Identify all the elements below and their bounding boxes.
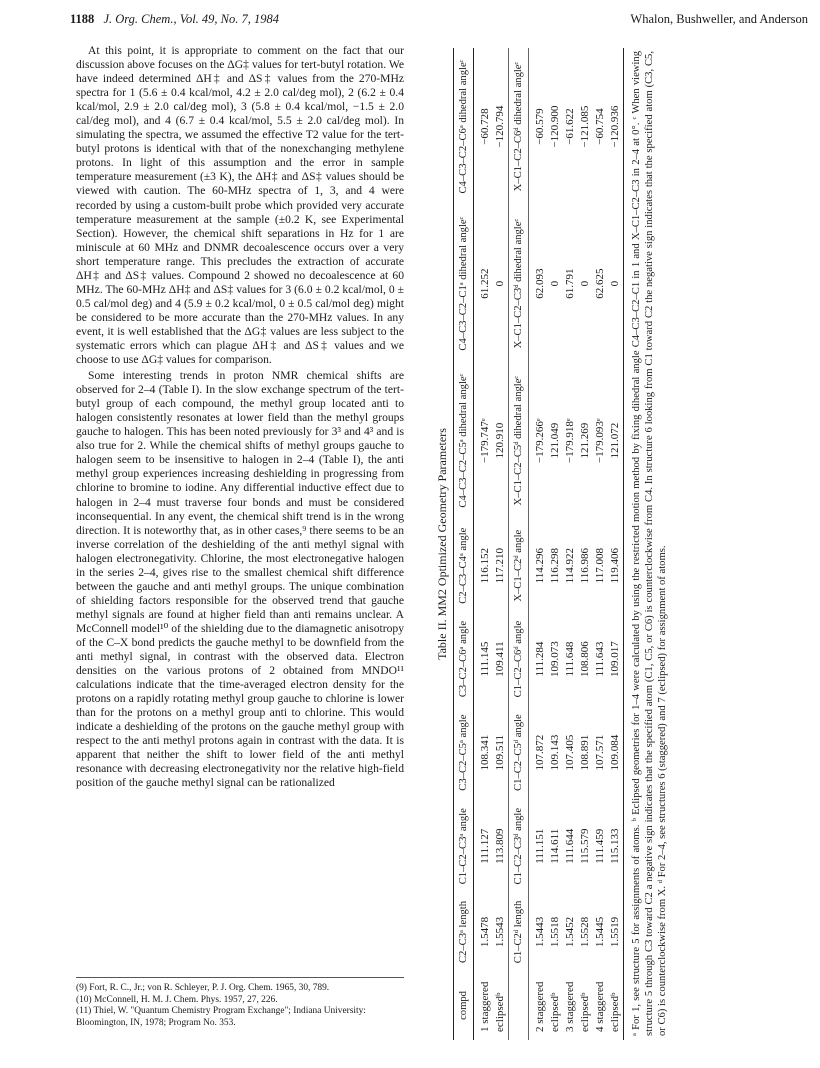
table-cell: −179.918ᵉ — [564, 418, 576, 464]
table-row — [474, 48, 494, 1040]
col-header: X–C1–C2–C3ᵈ dihedral angleᶜ — [509, 205, 529, 362]
table-cell: −60.579 — [534, 108, 546, 145]
table-header-row — [454, 48, 474, 1040]
col-header: C4–C3–C2–C5ᵃ dihedral angleᶜ — [454, 362, 474, 519]
table-cell: 1.5445 — [594, 916, 606, 948]
col-header: X–C1–C2–C6ᵈ dihedral angleᶜ — [509, 48, 529, 205]
table-cell: 111.145 — [479, 641, 491, 677]
table-cell: 115.579 — [579, 828, 591, 864]
table-cell: 116.152 — [479, 548, 491, 584]
table-row — [593, 48, 608, 1040]
table-cell: 2 staggered — [534, 981, 546, 1032]
table-row — [493, 48, 509, 1040]
table-cell: −179.747ᵉ — [479, 418, 491, 464]
col-header: C2–C3–C4ᵃ angle — [454, 519, 474, 612]
table-cell: 109.511 — [494, 734, 506, 771]
table-cell: 114.296 — [534, 548, 546, 584]
col-header: X–C1–C2–C5ᵈ dihedral angleᶜ — [509, 362, 529, 519]
col-header: C4–C3–C2–C6ᵃ dihedral angleᶜ — [454, 48, 474, 205]
table-cell: 117.008 — [594, 548, 606, 584]
page-number: 1188 — [70, 12, 95, 26]
col-header: C1–C2ᵈ length — [509, 893, 529, 971]
table-cell: 4 staggered — [594, 981, 606, 1032]
footnote: (10) McConnell, H. M. J. Chem. Phys. 1957, 27, 226. — [76, 994, 278, 1005]
authors: Whalon, Bushweller, and Anderson — [630, 12, 808, 26]
body-text — [76, 44, 404, 962]
table-cell: 108.341 — [479, 734, 491, 771]
footnotes — [76, 977, 404, 1029]
table-cell: 1 staggered — [479, 981, 491, 1032]
table-cell: −179.266ᵉ — [534, 418, 546, 464]
col-header: C3–C2–C5ᵃ angle — [454, 706, 474, 800]
table-cell: 0 — [494, 280, 506, 287]
table-cell: 111.459 — [594, 828, 606, 864]
table-cell: 109.411 — [494, 641, 506, 677]
col-header: compd — [454, 971, 474, 1040]
footnote: (11) Thiel, W. "Quantum Chemistry Program Exchange"; Indiana University: Bloomington, IN, 1978; Program No. 353. — [76, 1006, 366, 1028]
table-row — [563, 48, 578, 1040]
table-cell: 121.049 — [549, 422, 561, 459]
table-row — [529, 48, 549, 1040]
table-row — [578, 48, 593, 1040]
table-cell: −60.754 — [594, 108, 606, 145]
table-cell: 111.127 — [479, 828, 491, 864]
table-cell: 1.5519 — [608, 893, 624, 971]
table-cell: 1.5543 — [494, 916, 506, 948]
table-cell: 0 — [608, 205, 624, 362]
table-cell: eclipsedᵇ — [608, 971, 624, 1040]
table-cell: 114.611 — [549, 828, 561, 864]
table-cell: 107.405 — [564, 734, 576, 771]
table-cell: −120.794 — [494, 105, 506, 148]
col-header — [509, 971, 529, 1040]
table-cell: 109.017 — [608, 612, 624, 706]
running-header — [70, 12, 808, 32]
paragraph: At this point, it is appropriate to comment on the fact that our discussion above focuses on the ΔG‡ values for tert-butyl rotation. We have indeed determined ΔH‡ and ΔS‡ values from the 270-MHz spectra for 1 (5.6 ± 0.4 kcal/mol, 4.2 ± 2.0 cal/deg mol), 2 (6.2 ± 0.4 kcal/mol, 2.9 ± 2.0 cal/deg mol), 3 (5.8 ± 0.4 kcal/mol, −1.5 ± 2.0 cal/deg mol), and 4 (6.7 ± 0.4 kcal/mol, 5.5 ± 2.0 cal/deg mol). In simulating the spectra, we assumed the effective T2 value for the tert-butyl protons is identical with that of the nonexchanging methylene protons. In light of this assumption and the error in sample temperature measurement (±3 K), the ΔH‡ and ΔS‡ values should be viewed with caution. The 60-MHz spectra of 1, 3, and 4 were recorded by using a custom-built probe which provided very accurate temperature measurement at the sample (±0.2 K, see Experimental Section). However, the chemical shift separations in Hz for 1 are miniscule at 60 MHz and DNMR decoalescence occurs over a very short temperature range. This precludes the extraction of accurate ΔH‡ and ΔS‡ values. Compound 2 showed no decoalescence at 60 MHz. The 60-MHz ΔH‡ and ΔS‡ values for 3 (6.0 ± 0.2 kcal/mol, 0 ± 0.5 cal/mol deg) and 4 (5.9 ± 0.2 kcal/mol, 0 ± 0.5 cal/mol deg) might be considered to be more accurate than the 270-MHz values. In any event, it is well established that the ΔG‡ values are less subject to the systematic errors which can plague ΔH‡ and ΔS‡ values and we choose to use ΔG‡ values for comparison. — [76, 44, 404, 367]
table-cell: 109.084 — [608, 706, 624, 800]
table-cell: 119.406 — [608, 519, 624, 612]
table-row — [608, 48, 624, 1040]
table-cell: −60.728 — [479, 108, 491, 145]
col-header: C1–C2–C5ᵈ angle — [509, 706, 529, 800]
table-cell: eclipsedᵇ — [549, 992, 561, 1032]
footnote: (9) Fort, R. C., Jr.; von R. Schleyer, P. J. Org. Chem. 1965, 30, 789. — [76, 983, 330, 993]
table-cell: 111.648 — [564, 641, 576, 677]
table-cell: 108.806 — [579, 641, 591, 677]
col-header: C1–C2–C3ᵈ angle — [509, 799, 529, 893]
table-footnotes: ᵃ For 1, see structure 5 for assignments of atoms. ᵇ Eclipsed geometries for 1–4 were calculated by using the restricted motion method by fixing dihedral angle C4–C3–C2–C1 in 1 and X–C1–C2–C3 in 2–4 at 0°. ᶜ When viewing structure 5 through C3 toward C2 a negative sign indicates that the specified atom (C1, C5, or C6) is counterclockwise from C4. In structure 6 looking from C1 toward C2 the negative sign indicates that the specified atom (C3, C5, or C6) is counterclockwise from X. ᵈ For 2–4, see structures 6 (staggered) and 7 (eclipsed) for assignment of atoms. — [631, 51, 668, 1036]
table-cell: −121.085 — [579, 105, 591, 148]
table-cell: 111.643 — [594, 641, 606, 677]
col-header: C4–C3–C2–C1ᵃ dihedral angleᶜ — [454, 205, 474, 362]
table-cell: 115.133 — [608, 799, 624, 893]
table-cell: 1.5452 — [564, 916, 576, 948]
table-cell: 121.269 — [579, 422, 591, 459]
table-caption: Table II. MM2 Optimized Geometry Parameters — [435, 428, 449, 660]
table-cell: 121.072 — [608, 362, 624, 519]
journal-citation: J. Org. Chem., Vol. 49, No. 7, 1984 — [103, 12, 280, 26]
table-cell: 107.872 — [534, 734, 546, 771]
table-cell: 116.986 — [579, 548, 591, 584]
table-cell: 114.922 — [564, 548, 576, 584]
table-cell: 62.625 — [594, 268, 606, 299]
table-cell: 62.093 — [534, 268, 546, 299]
col-header: C1–C2–C6ᵈ angle — [509, 612, 529, 706]
table-cell: 109.143 — [549, 734, 561, 771]
table-cell: 1.5443 — [534, 916, 546, 948]
table-cell: 113.809 — [494, 828, 506, 864]
col-header: C3–C2–C6ᵃ angle — [454, 612, 474, 706]
rotated-table-area — [430, 44, 815, 1044]
table-cell: 1.5518 — [549, 916, 561, 948]
table-cell: 0 — [549, 280, 561, 287]
table-cell: 117.210 — [494, 548, 506, 584]
geometry-table — [453, 48, 624, 1040]
col-header: C1–C2–C3ᵃ angle — [454, 799, 474, 893]
table-cell: −120.900 — [549, 105, 561, 148]
table-cell: −179.093ᵉ — [594, 418, 606, 464]
table-cell: 120.910 — [494, 422, 506, 459]
table-row — [548, 48, 563, 1040]
table-cell: 111.644 — [564, 828, 576, 864]
body-column — [76, 44, 404, 962]
table-cell: 111.151 — [534, 828, 546, 864]
table-cell: 108.891 — [579, 734, 591, 771]
table-cell: 111.284 — [534, 641, 546, 677]
table-cell: 109.073 — [549, 641, 561, 677]
table-cell: 1.5478 — [479, 916, 491, 948]
table-cell: 1.5528 — [579, 916, 591, 948]
table-cell: −120.936 — [608, 48, 624, 205]
col-header: C2–C3ᵃ length — [454, 893, 474, 971]
table-cell: 107.571 — [594, 734, 606, 771]
table-cell: 0 — [579, 280, 591, 287]
table-cell: 3 staggered — [564, 981, 576, 1032]
table-cell: eclipsedᵇ — [494, 992, 506, 1032]
table-cell: eclipsedᵇ — [579, 992, 591, 1032]
paragraph: Some interesting trends in proton NMR chemical shifts are observed for 2–4 (Table I). In the slow exchange spectrum of the tert-butyl group of each compound, the methyl group located anti to halogen consistently resonates at lower field than the methyl groups gauche to halogen. This has been noted previously for 3³ and 4³ and is also true for 2. While the chemical shifts of methyl groups gauche to halogen seem to be insensitive to halogen in 2–4 (Table I), the anti methyl group experiences increasing deshielding in progressing from chlorine to bromine to iodine. Any differential inductive effect due to halogen in 2–4 must traverse four bonds and must be considered inconsequential. In any event, the chemical shift trend is in the wrong direction. It is noteworthy that, as in other cases,⁹ there seems to be an inverse correlation of the deshielding of the anti methyl signal with halogen electronegativity. Chlorine, the most electronegative halogen in the series 2–4, gives rise to the smallest chemical shift difference between the gauche and anti methyl groups. The unique combination of shielding factors responsible for the observed trend that gauche methyl signals are found at higher field than anti remains unclear. A McConnell model¹⁰ of the shielding due to the diamagnetic anisotropy of the C–X bond predicts the gauche methyl to be downfield from the anti methyl signal, in contrast with the observed data. Electron densities on the various protons of 2 obtained from MNDO¹¹ calculations indicate that the time-averaged electron density for the protons on a rapidly rotating methyl group gauche to chlorine is lower than for the protons on a methyl group anti to chlorine. This would indicate a deshielding of the protons on the gauche methyl group with respect to the anti methyl protons again in contrast with the data. It is apparent that neither the shift to lower field of the anti methyl resonance with decreasing electronegativity nor the relative high-field position of the gauche methyl signal can be rationalized — [76, 369, 404, 790]
col-header: X–C1–C2ᵈ angle — [509, 519, 529, 612]
table-cell: 61.252 — [479, 268, 491, 299]
table-cell: −61.622 — [564, 108, 576, 145]
table-cell: 116.298 — [549, 548, 561, 584]
table-container — [430, 44, 815, 1044]
table-cell: 61.791 — [564, 268, 576, 299]
table-subheader-row — [509, 48, 529, 1040]
